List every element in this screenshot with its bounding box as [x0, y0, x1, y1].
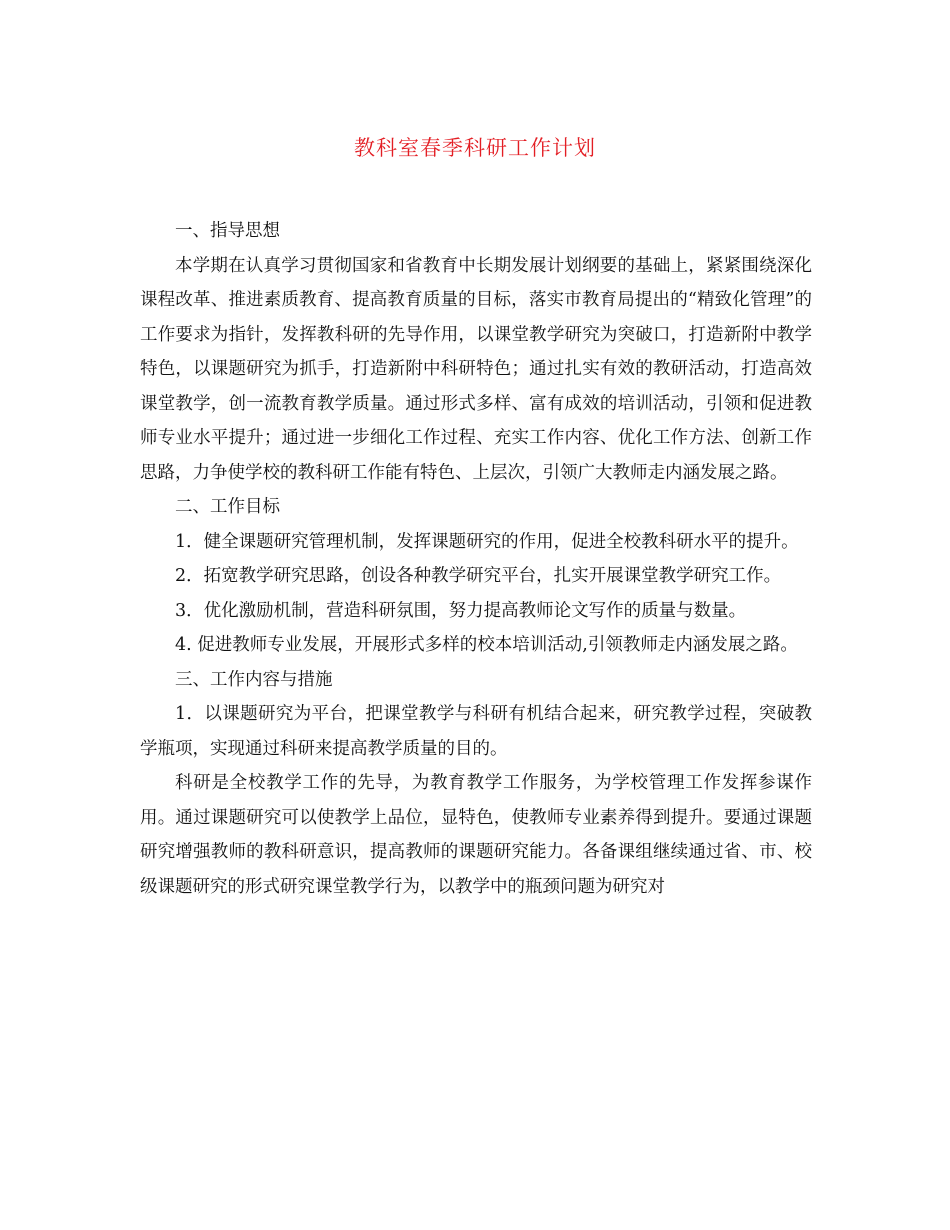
- paragraph-research-role: 科研是全校教学工作的先导，为教育教学工作服务，为学校管理工作发挥参谋作用。通过课题研究可以使教学上品位，显特色，使教师专业素养得到提升。要通过课题研究增强教师的教科研意识，提高教师的课题研究能力。各备课组继续通过省、市、校级课题研究的形式研究课堂教学行为，以教学中的瓶颈问题为研究对: [140, 773, 812, 897]
- section-heading-work-goals: 二、工作目标: [175, 497, 280, 517]
- document-title: 教科室春季科研工作计划: [354, 136, 596, 160]
- goal-item-4: 4. 促进教师专业发展，开展形式多样的校本培训活动,引领教师走内涵发展之路。: [175, 635, 798, 655]
- paragraph-guiding-ideology: 本学期在认真学习贯彻国家和省教育中长期发展计划纲要的基础上，紧紧围绕深化课程改革、推进素质教育、提高教育质量的目标，落实市教育局提出的“精致化管理”的工作要求为指针，发挥教科研的先导作用，以课堂教学研究为突破口，打造新附中教学特色，以课题研究为抓手，打造新附中科研特色；通过扎实有效的教研活动，打造高效课堂教学，创一流教育教学质量。通过形式多样、富有成效的培训活动，引领和促进教师专业水平提升；通过进一步细化工作过程、充实工作内容、优化工作方法、创新工作思路，力争使学校的教科研工作能有特色、上层次，引领广大教师走内涵发展之路。: [140, 255, 812, 483]
- section-heading-guiding-ideology: 一、指导思想: [175, 221, 280, 241]
- document-body: [140, 214, 812, 904]
- measure-item-1: 1．以课题研究为平台，把课堂教学与科研有机结合起来，研究教学过程，突破教学瓶项，实现通过科研来提高教学质量的目的。: [140, 704, 812, 759]
- goal-item-2: 2．拓宽教学研究思路，创设各种教学研究平台，扎实开展课堂教学研究工作。: [175, 566, 782, 586]
- section-heading-content-measures: 三、工作内容与措施: [175, 669, 333, 690]
- goal-item-3: 3．优化激励机制，营造科研氛围，努力提高教师论文写作的质量与数量。: [175, 600, 747, 621]
- goal-item-1: 1．健全课题研究管理机制，发挥课题研究的作用，促进全校教科研水平的提升。: [175, 531, 799, 552]
